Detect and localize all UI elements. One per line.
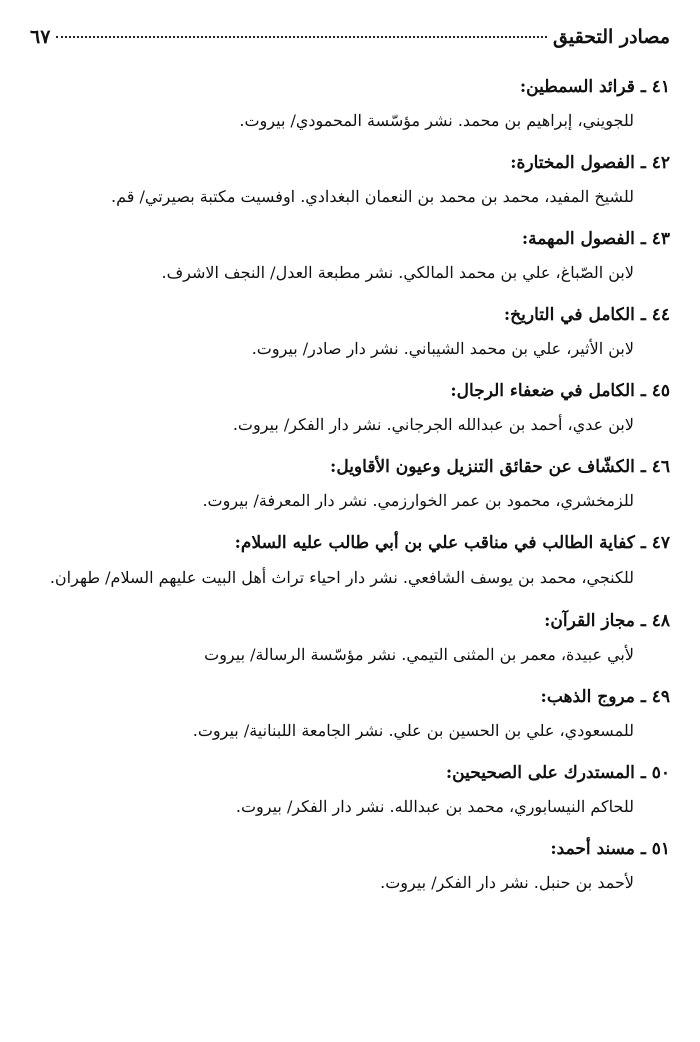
- references-list: [30, 70, 670, 908]
- entry-title: الفصول المختارة:: [510, 153, 635, 173]
- entry-number: ٤٧: [651, 533, 670, 553]
- entry-title: مروج الذهب:: [540, 687, 635, 707]
- entry-number: ٤٤: [651, 305, 670, 325]
- entry-heading: ٥٠ ـ المستدرك على الصحيحين:: [445, 763, 670, 783]
- entry-heading: ٤٢ ـ الفصول المختارة:: [510, 153, 670, 173]
- entry-title: الكامل في التاريخ:: [503, 305, 635, 325]
- entry-title: قرائد السمطين:: [519, 77, 635, 97]
- entry-title: مجاز القرآن:: [544, 611, 635, 631]
- entry-description: لابن عدي، أحمد بن عبدالله الجرجاني. نشر دار الفكر/ بيروت.: [232, 415, 634, 434]
- entry-title: الفصول المهمة:: [521, 229, 635, 249]
- header-title: مصادر التحقيق: [553, 26, 670, 48]
- entry-number: ٤٨: [651, 611, 670, 631]
- entry-number: ٥١: [651, 839, 670, 859]
- entry-description: لأحمد بن حنبل. نشر دار الفكر/ بيروت.: [380, 873, 634, 892]
- reference-entry: [30, 832, 670, 900]
- entry-heading: ٤٩ ـ مروج الذهب:: [540, 687, 670, 707]
- entry-title: كفاية الطالب في مناقب علي بن أبي طالب عليه السلام:: [234, 533, 635, 553]
- entry-heading: ٤١ ـ قرائد السمطين:: [519, 77, 670, 97]
- entry-title: الكامل في ضعفاء الرجال:: [450, 381, 635, 401]
- entry-title: الكشّاف عن حقائق التنزيل وعيون الأقاويل:: [330, 457, 635, 477]
- entry-number: ٤٢: [651, 153, 670, 173]
- running-header: [30, 22, 670, 52]
- entry-description: لابن الصّباغ، علي بن محمد المالكي. نشر مطبعة العدل/ النجف الاشرف.: [161, 263, 634, 282]
- reference-entry: [30, 680, 670, 748]
- entry-title: مسند أحمد:: [550, 839, 635, 859]
- entry-description: للجويني، إبراهيم بن محمد. نشر مؤسّسة المحمودي/ بيروت.: [239, 111, 634, 130]
- header-leader-dots: [56, 36, 547, 38]
- entry-heading: ٤٦ ـ الكشّاف عن حقائق التنزيل وعيون الأقاويل:: [330, 457, 670, 477]
- page-number: ٦٧: [30, 26, 51, 48]
- entry-number: ٤٦: [651, 457, 670, 477]
- entry-heading: ٥١ ـ مسند أحمد:: [550, 839, 670, 859]
- entry-number: ٤١: [651, 77, 670, 97]
- entry-title: المستدرك على الصحيحين:: [445, 763, 635, 783]
- entry-heading: ٤٥ ـ الكامل في ضعفاء الرجال:: [450, 381, 670, 401]
- entry-heading: ٤٨ ـ مجاز القرآن:: [544, 611, 670, 631]
- reference-entry: [30, 450, 670, 518]
- entry-description: للزمخشري، محمود بن عمر الخوارزمي. نشر دار المعرفة/ بيروت.: [202, 491, 634, 510]
- entry-number: ٤٥: [651, 381, 670, 401]
- reference-entry: [30, 756, 670, 824]
- entry-description: للشيخ المفيد، محمد بن محمد بن النعمان البغدادي. اوفسيت مكتبة بصيرتي/ قم.: [111, 187, 634, 206]
- entry-number: ٤٩: [651, 687, 670, 707]
- entry-description: للمسعودي، علي بن الحسين بن علي. نشر الجامعة اللبنانية/ بيروت.: [192, 721, 634, 740]
- reference-entry: [30, 222, 670, 290]
- entry-number: ٥٠: [651, 763, 670, 783]
- entry-description: للحاكم النيسابوري، محمد بن عبدالله. نشر دار الفكر/ بيروت.: [235, 797, 634, 816]
- entry-description: لابن الأثير، علي بن محمد الشيباني. نشر دار صادر/ بيروت.: [251, 339, 634, 358]
- reference-entry: [30, 70, 670, 138]
- entry-number: ٤٣: [651, 229, 670, 249]
- entry-description: لأبي عبيدة، معمر بن المثنى التيمي. نشر مؤسّسة الرسالة/ بيروت: [204, 645, 634, 664]
- entry-heading: ٤٧ ـ كفاية الطالب في مناقب علي بن أبي طالب عليه السلام:: [234, 533, 670, 553]
- reference-entry: [30, 604, 670, 672]
- entry-description: للكنجي، محمد بن يوسف الشافعي. نشر دار احياء تراث أهل البيت عليهم السلام/ طهران.: [49, 568, 634, 587]
- reference-entry: [30, 374, 670, 442]
- entry-heading: ٤٣ ـ الفصول المهمة:: [521, 229, 670, 249]
- reference-entry: [30, 146, 670, 214]
- reference-entry: [30, 526, 670, 596]
- entry-heading: ٤٤ ـ الكامل في التاريخ:: [503, 305, 670, 325]
- reference-entry: [30, 298, 670, 366]
